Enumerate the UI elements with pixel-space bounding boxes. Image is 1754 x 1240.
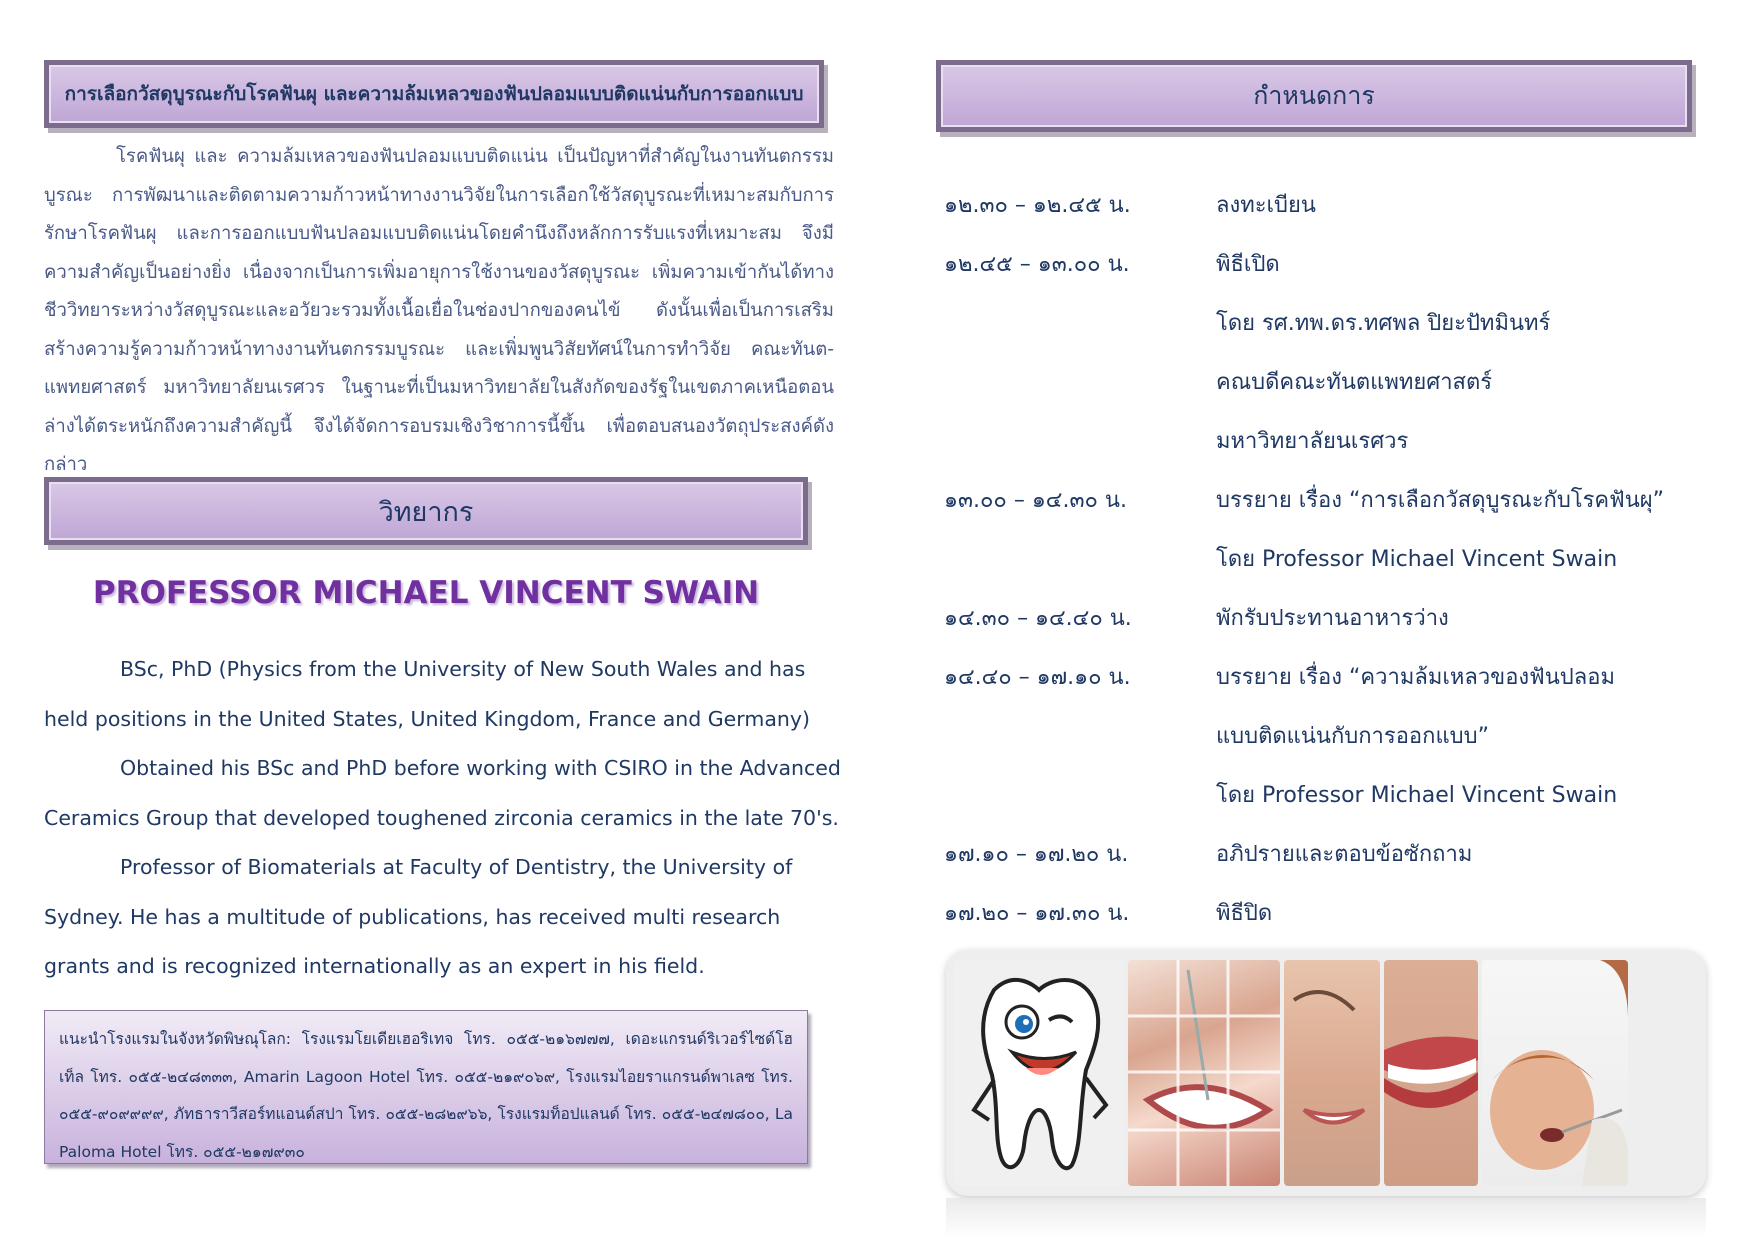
schedule-item: พิธีเปิด	[1216, 252, 1280, 277]
speaker-bio	[44, 645, 844, 992]
schedule-row	[944, 175, 1704, 234]
schedule-heading: กำหนดการ	[1253, 81, 1375, 110]
dental-photo-strip	[946, 950, 1706, 1196]
photo-strip-reflection	[946, 1198, 1706, 1238]
topic-heading-banner	[44, 60, 824, 128]
schedule-time: ๑๔.๓๐ – ๑๔.๔๐ น.	[944, 606, 1132, 631]
schedule-row	[944, 293, 1704, 352]
schedule-time: ๑๗.๑๐ – ๑๗.๒๐ น.	[944, 842, 1129, 867]
schedule-row	[944, 352, 1704, 411]
schedule-item: โดย รศ.ทพ.ดร.ทศพล ปิยะปัทมินทร์	[1216, 311, 1551, 336]
schedule-item: บรรยาย เรื่อง “การเลือกวัสดุบูรณะกับโรคฟันผุ”	[1216, 488, 1665, 513]
schedule-item: ลงทะเบียน	[1216, 193, 1316, 218]
topic-heading: การเลือกวัสดุบูรณะกับโรคฟันผุ และความล้มเหลวของฟันปลอมแบบติดแน่นกับการออกแบบ	[64, 83, 804, 105]
bio-paragraph: Obtained his BSc and PhD before working with CSIRO in the Advanced Ceramics Group that developed toughened zirconia ceramics in the late 70's.	[44, 756, 841, 830]
schedule-item: พักรับประทานอาหารว่าง	[1216, 606, 1449, 631]
schedule-item: คณบดีคณะทันตแพทยศาสตร์	[1216, 370, 1493, 395]
topic-paragraph-block	[44, 138, 834, 485]
schedule-item: โดย Professor Michael Vincent Swain	[1216, 547, 1618, 572]
schedule-time: ๑๒.๔๕ – ๑๓.๐๐ น.	[944, 252, 1130, 277]
schedule-list	[944, 175, 1704, 942]
schedule-row	[944, 588, 1704, 647]
topic-paragraph: โรคฟันผุ และ ความล้มเหลวของฟันปลอมแบบติดแน่น เป็นปัญหาที่สำคัญในงานทันตกรรมบูรณะ การพัฒนาและติดตามความก้าวหน้าทางงานวิจัยในการเลือกใช้วัสดุบูรณะที่เหมาะสมกับการรักษาโรคฟันผุ และการออกแบบฟันปลอมแบบติดแน่นโดยคำนึงถึงหลักการรับแรงที่เหมาะสม จึงมีความสำคัญเป็นอย่างยิ่ง เนื่องจากเป็นการเพิ่มอายุการใช้งานของวัสดุบูรณะ เพิ่มความเข้ากันได้ทางชีววิทยาระหว่างวัสดุบูรณะและอวัยวะรวมทั้งเนื้อเยื่อในช่องปากของคนไข้ ดังนั้นเพื่อเป็นการเสริมสร้างความรู้ความก้าวหน้าทางงานทันตกรรมบูรณะ และเพิ่มพูนวิสัยทัศน์ในการทำวิจัย คณะทันต-แพทยศาสตร์ มหาวิทยาลัยนเรศวร ในฐานะที่เป็นมหาวิทยาลัยในสังกัดของรัฐในเขตภาคเหนือตอนล่างได้ตระหนักถึงความสำคัญนี้ จึงได้จัดการอบรมเชิงวิชาการนี้ขึ้น เพื่อตอบสนองวัตถุประสงค์ดังกล่าว	[44, 146, 834, 475]
schedule-row	[944, 234, 1704, 293]
schedule-row	[944, 706, 1704, 765]
schedule-row	[944, 883, 1704, 942]
schedule-item: มหาวิทยาลัยนเรศวร	[1216, 429, 1409, 454]
child-dentist-photo	[1482, 960, 1628, 1186]
schedule-time: ๑๔.๔๐ – ๑๗.๑๐ น.	[944, 665, 1131, 690]
schedule-time: ๑๓.๐๐ – ๑๔.๓๐ น.	[944, 488, 1127, 513]
bio-paragraph: BSc, PhD (Physics from the University of New South Wales and has held positions in the United States, United Kingdom, France and Germany)	[44, 657, 810, 731]
bio-paragraph: Professor of Biomaterials at Faculty of Dentistry, the University of Sydney. He has a multitude of publications, has received multi research grants and is recognized internationally as an expert in his field.	[44, 855, 793, 978]
schedule-item: บรรยาย เรื่อง “ความล้มเหลวของฟันปลอม	[1216, 665, 1615, 690]
schedule-time: ๑๒.๓๐ – ๑๒.๔๕ น.	[944, 193, 1131, 218]
schedule-row	[944, 824, 1704, 883]
schedule-row	[944, 529, 1704, 588]
schedule-item: อภิปรายและตอบข้อซักถาม	[1216, 842, 1473, 867]
schedule-item: พิธีปิด	[1216, 901, 1273, 926]
speaker-heading: วิทยากร	[378, 496, 474, 528]
hotel-recommendation-box	[44, 1010, 808, 1164]
hotel-text: แนะนำโรงแรมในจังหวัดพิษณุโลก: โรงแรมโยเดียเฮอริเทจ โทร. ๐๕๕-๒๑๖๗๗๗, เดอะแกรนด์ริเวอร์ไซด์โฮเท็ล โทร. ๐๕๕-๒๔๘๓๓๓, Amarin Lagoon Hotel โทร. ๐๕๕-๒๑๙๐๖๙, โรงแรมไอยราแกรนด์พาเลซ โทร. ๐๕๕-๙๐๙๙๙๙, ภัทธาราวีสอร์ทแอนด์สปา โทร. ๐๕๕-๒๘๒๙๖๖, โรงแรมท็อปแลนด์ โทร. ๐๕๕-๒๔๗๘๐๐, La Paloma Hotel โทร. ๐๕๕-๒๑๗๙๓๐	[59, 1030, 793, 1161]
schedule-item: โดย Professor Michael Vincent Swain	[1216, 783, 1618, 808]
cartoon-tooth-image	[954, 960, 1124, 1186]
speaker-heading-banner	[44, 477, 808, 545]
dental-exam-photo	[1128, 960, 1280, 1186]
smiling-woman-photo	[1284, 960, 1380, 1186]
schedule-row	[944, 647, 1704, 706]
schedule-row	[944, 765, 1704, 824]
smile-closeup-photo	[1384, 960, 1478, 1186]
schedule-row	[944, 411, 1704, 470]
speaker-name: PROFESSOR MICHAEL VINCENT SWAIN	[92, 575, 760, 611]
schedule-time: ๑๗.๒๐ – ๑๗.๓๐ น.	[944, 901, 1130, 926]
schedule-heading-banner	[936, 60, 1692, 132]
schedule-item: แบบติดแน่นกับการออกแบบ”	[1216, 724, 1489, 749]
schedule-row	[944, 470, 1704, 529]
